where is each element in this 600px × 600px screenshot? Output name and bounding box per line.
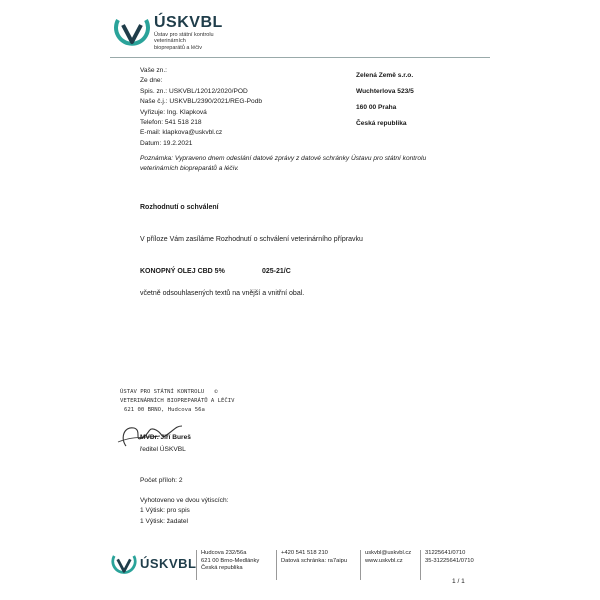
recipient-address: [356, 68, 414, 132]
footer-divider-2: [276, 550, 277, 580]
copy-for-applicant: 1 Výtisk: žadatel: [140, 517, 189, 525]
product-name: KONOPNÝ OLEJ CBD 5%: [140, 268, 225, 275]
ref-date: Datum: 19.2.2021: [140, 139, 193, 147]
recipient-name: Zelená Země s.r.o.: [356, 72, 414, 79]
note-line-1: Poznámka: Vypraveno dnem odeslání datové zprávy z datové schránky Ústavu pro státní kontrolu: [140, 155, 427, 162]
stamp-line-1-text: ÚSTAV PRO STÁTNÍ KONTROLU: [120, 389, 205, 395]
footer-logo: [110, 553, 138, 577]
copies-block: [140, 496, 228, 527]
signatory-role: ředitel ÚSKVBL: [140, 446, 186, 453]
stamp-line-3: 621 00 BRNO, Hudcova 56a: [124, 407, 205, 413]
header-rule: [110, 57, 490, 58]
footer-logo-text: ÚSKVBL: [140, 556, 197, 571]
official-stamp: [120, 388, 235, 415]
footer-phone: +420 541 518 210: [281, 550, 328, 556]
signatory-block: [140, 432, 191, 456]
logo-sub-line-2: veterinárních: [154, 38, 186, 45]
ref-file-no: Spis. zn.: USKVBL/12012/2020/POD: [140, 87, 248, 95]
footer-web: [365, 550, 411, 565]
signatory-name: MVDr. Jiří Bureš: [140, 434, 191, 441]
attachments-count: Počet příloh: 2: [140, 477, 183, 484]
ref-date-from: Ze dne:: [140, 77, 163, 85]
footer-divider-1: [196, 550, 197, 580]
logo-sub-line-1: Ústav pro státní kontrolu: [154, 32, 214, 38]
footer-street: Hudcova 232/56a: [201, 550, 247, 556]
uskvbl-logo-icon: [112, 16, 152, 50]
copy-for-file: 1 Výtisk: pro spis: [140, 507, 190, 515]
reference-block: [140, 66, 262, 149]
footer-divider-4: [420, 550, 421, 580]
footer-account-2: 35-31225641/0710: [425, 557, 474, 564]
intro-text: V příloze Vám zasíláme Rozhodnutí o schválení veterinárního přípravku: [140, 236, 363, 243]
ref-phone: Telefon: 541 518 218: [140, 119, 202, 127]
recipient-street: Wuchterlova 523/5: [356, 88, 414, 95]
footer-address: [201, 550, 259, 573]
page-number: 1 / 1: [452, 578, 465, 585]
product-code: 025-21/C: [262, 268, 291, 275]
ref-your-ref: Vaše zn.:: [140, 67, 167, 74]
footer-logo-icon: [110, 553, 138, 577]
ref-email: E-mail: klapkova@uskvbl.cz: [140, 129, 223, 137]
footer-bank: [425, 550, 474, 565]
header-logo-subtitle: [154, 32, 214, 51]
footer-email: uskvbl@uskvbl.cz: [365, 550, 412, 556]
document-title: Rozhodnutí o schválení: [140, 204, 219, 211]
ref-handled-by: Vyřizuje: Ing. Klapková: [140, 108, 207, 116]
recipient-city: 160 00 Praha: [356, 104, 397, 111]
note-line-2: veterinárních biopreparátů a léčiv.: [140, 165, 239, 173]
footer-city: 621 00 Brno-Medlánky: [201, 557, 260, 564]
footer-website: www.uskvbl.cz: [365, 557, 403, 564]
ref-our-no: Naše č.j.: USKVBL/2390/2021/REG-Podb: [140, 98, 263, 106]
footer-divider-3: [360, 550, 361, 580]
footer-contact: [281, 550, 347, 565]
copies-made: Vyhotoveno ve dvou výtiscích:: [140, 497, 229, 504]
stamp-line-2: VETERINÁRNÍCH BIOPREPARÁTŮ A LÉČIV: [120, 398, 235, 404]
included-text: včetně odsouhlasených textů na vnější a vnitřní obal.: [140, 290, 305, 297]
header-logo-text: ÚSKVBL: [154, 14, 223, 31]
stamp-line-1: [120, 388, 235, 397]
dispatch-note: [140, 154, 426, 175]
footer-country: Česká republika: [201, 565, 243, 572]
footer-databox: Datová schránka: ra7aipu: [281, 557, 348, 564]
header-logo: [112, 16, 152, 50]
logo-sub-line-3: biopreparátů a léčiv: [154, 44, 203, 51]
recipient-country: Česká republika: [356, 120, 407, 127]
stamp-mark: ©: [214, 389, 218, 395]
footer-account-1: 31225641/0710: [425, 550, 466, 556]
